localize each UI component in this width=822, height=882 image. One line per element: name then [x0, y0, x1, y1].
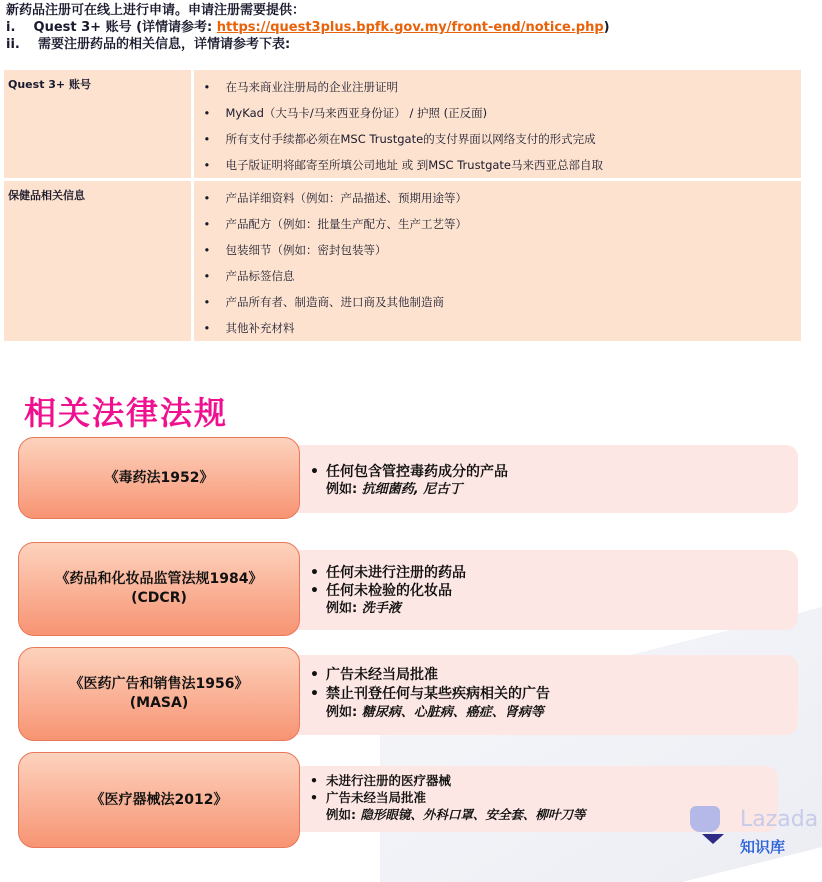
list-item: • 产品所有者、制造商、进口商及其他制造商 — [204, 289, 802, 315]
law-example: 例如: 洗手液 — [326, 601, 401, 616]
law-abbr: (MASA) — [129, 695, 189, 711]
list-item: • 电子版证明将邮寄至所填公司地址 或 到MSC Trustgate马来西亚总部自取 — [204, 152, 802, 178]
intro-line-2-number: i. — [6, 20, 16, 35]
row-items-quest3 — [192, 70, 801, 180]
law-points — [310, 464, 508, 498]
bullet-icon: • — [203, 269, 211, 283]
logo-wordmark: Lazada — [740, 807, 819, 832]
list-item: • 在马来商业注册局的企业注册证明 — [204, 74, 802, 100]
law-points — [310, 564, 466, 617]
law-name-tab — [18, 647, 300, 741]
bullet-icon: • — [203, 158, 211, 172]
logo-knowledge-base-label: 知识库 — [740, 838, 786, 856]
law-name-block — [56, 570, 263, 608]
law-abbr: (CDCR) — [131, 590, 187, 606]
law-name-tab — [18, 752, 300, 848]
law-card-medical-device-act — [18, 752, 798, 848]
list-item: • 其他补充材料 — [204, 315, 802, 341]
intro-line-3-text: 需要注册药品的相关信息，详情请参考下表: — [37, 37, 291, 52]
law-example: 例如: 抗细菌药, 尼古丁 — [326, 482, 463, 497]
table-row — [4, 70, 801, 180]
list-item: • MyKad（大马卡/马来西亚身份证） / 护照 (正反面) — [204, 100, 802, 126]
law-example: 例如: 糖尿病、心脏病、癌症、肾病等 — [326, 705, 544, 720]
intro-line-3 — [6, 36, 816, 53]
law-point: • 禁止刊登任何与某些疾病相关的广告 — [310, 686, 550, 702]
law-name-tab — [18, 437, 300, 519]
law-point: • 未进行注册的医疗器械 — [310, 773, 452, 788]
law-card-poisons-act — [18, 437, 798, 519]
law-points — [310, 666, 550, 721]
law-card-cdcr — [18, 542, 798, 636]
quest3-link[interactable]: https://quest3plus.bpfk.gov.my/front-end/notice.php — [216, 20, 604, 35]
bullet-icon: • — [203, 321, 211, 335]
intro-section — [6, 2, 816, 53]
table-row — [4, 180, 801, 343]
law-card-masa — [18, 647, 798, 741]
lazada-heart-icon — [690, 806, 720, 832]
law-name-block — [70, 675, 249, 713]
law-details-box — [280, 655, 798, 735]
bullet-icon: • — [203, 106, 211, 120]
list-item: • 产品配方（例如：批量生产配方、生产工艺等） — [204, 211, 802, 237]
bullet-icon: • — [310, 464, 319, 480]
bullet-icon: • — [203, 243, 211, 257]
law-point: • 广告未经当局批准 — [310, 667, 438, 683]
list-item: • 所有支付手续都必须在MSC Trustgate的支付界面以网络支付的形式完成 — [204, 126, 802, 152]
bullet-icon: • — [203, 295, 211, 309]
bullet-icon: • — [310, 773, 318, 788]
law-point: • 任何未进行注册的药品 — [310, 565, 466, 581]
list-item: • 产品标签信息 — [204, 263, 802, 289]
bullet-icon: • — [310, 790, 318, 805]
row-header-quest3: Quest 3+ 账号 — [4, 70, 192, 180]
list-item: • 产品详细资料（例如：产品描述、预期用途等） — [204, 185, 802, 211]
row-header-health-product: 保健品相关信息 — [4, 180, 192, 343]
intro-line-2-end: ) — [603, 20, 610, 35]
list-item: • 包装细节（例如：密封包装等） — [204, 237, 802, 263]
bullet-icon: • — [310, 583, 319, 599]
law-example: 例如: 隐形眼镜、外科口罩、安全套、柳叶刀等 — [326, 807, 586, 822]
law-name: 《医药广告和销售法1956》 — [69, 676, 249, 692]
law-name: 《医疗器械法2012》 — [90, 791, 228, 808]
law-points — [310, 772, 585, 823]
bullet-icon: • — [310, 667, 319, 683]
law-details-box — [280, 550, 798, 630]
bullet-icon: • — [310, 686, 319, 702]
bullet-icon: • — [203, 217, 211, 231]
laws-section-title: 相关法律法规 — [24, 394, 229, 432]
row-items-health-product — [192, 180, 801, 343]
intro-line-2 — [6, 19, 816, 36]
law-name: 《药品和化妆品监管法规1984》 — [55, 571, 263, 587]
bullet-icon: • — [203, 132, 211, 146]
bullet-icon: • — [203, 80, 211, 94]
law-point: • 任何包含管控毒药成分的产品 — [310, 464, 508, 480]
chevron-down-icon — [702, 834, 724, 844]
requirements-table — [4, 70, 801, 344]
law-details-box — [280, 445, 798, 513]
bullet-icon: • — [310, 565, 319, 581]
law-point: • 任何未检验的化妆品 — [310, 583, 452, 599]
law-name: 《毒药法1952》 — [104, 469, 214, 486]
law-point: • 广告未经当局批准 — [310, 790, 427, 805]
intro-line-3-number: ii. — [6, 37, 20, 52]
intro-line-1: 新药品注册可在线上进行申请。申请注册需要提供： — [6, 3, 306, 18]
bullet-icon: • — [203, 191, 211, 205]
law-name-tab — [18, 542, 300, 636]
intro-line-2-text: Quest 3+ 账号 (详情请参考: — [33, 20, 217, 35]
